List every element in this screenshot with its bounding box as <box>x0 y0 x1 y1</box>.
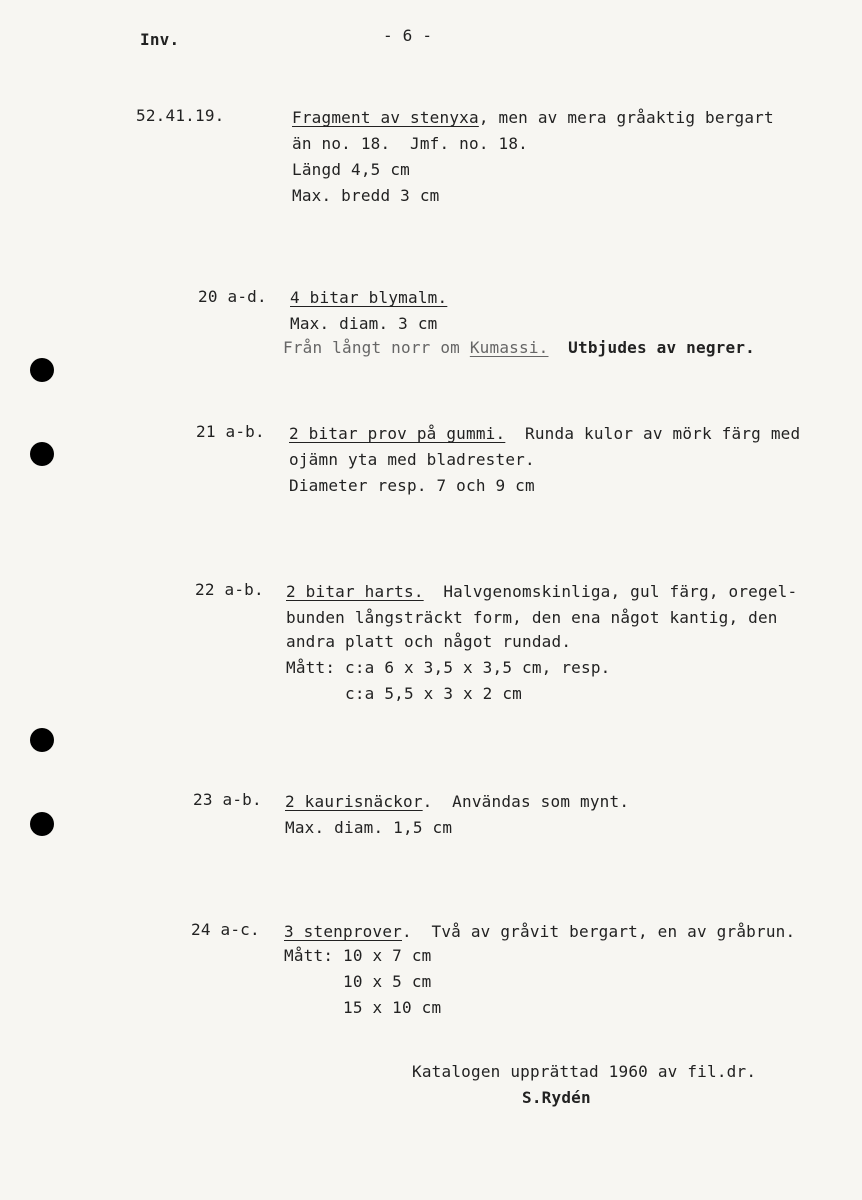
author-name: S.Rydén <box>522 1088 591 1107</box>
entry-number: 22 a-b. <box>195 580 264 599</box>
entry-text: Utbjudes av negrer. <box>548 338 755 357</box>
entry-title: 2 bitar harts. <box>286 582 424 601</box>
entry-text: Runda kulor av mörk färg med <box>505 424 801 443</box>
entry-text: Mått: 10 x 7 cm <box>284 946 432 965</box>
entry-text: , men av mera gråaktig bergart <box>478 108 774 127</box>
entry-text: Halvgenomskinliga, gul färg, oregel- <box>423 582 798 601</box>
punch-hole <box>30 442 54 466</box>
entry-text: 15 x 10 cm <box>284 998 442 1017</box>
entry-text: Max. diam. 3 cm <box>290 314 438 333</box>
entry-text: Längd 4,5 cm <box>292 160 410 179</box>
entry-title: 2 kaurisnäckor <box>285 792 423 811</box>
entry-text: Mått: c:a 6 x 3,5 x 3,5 cm, resp. <box>286 658 611 677</box>
page-number: - 6 - <box>383 26 433 45</box>
entry-number: 20 a-d. <box>198 287 267 306</box>
entry-text: andra platt och något rundad. <box>286 632 572 651</box>
entry-number: 52.41.19. <box>136 106 225 125</box>
punch-hole <box>30 358 54 382</box>
punch-hole <box>30 728 54 752</box>
entry-text: bunden långsträckt form, den ena något kantig, den <box>286 608 778 627</box>
entry-line <box>290 288 447 308</box>
entry-line <box>284 922 795 942</box>
entry-text: 10 x 5 cm <box>284 972 432 991</box>
entry-number: 23 a-b. <box>193 790 262 809</box>
entry-line <box>285 792 629 812</box>
entry-line <box>289 424 800 444</box>
entry-title: 2 bitar prov på gummi. <box>289 424 506 443</box>
entry-title: Fragment av stenyxa <box>292 108 479 127</box>
entry-text: ojämn yta med bladrester. <box>289 450 535 469</box>
entry-line <box>292 108 774 128</box>
punch-hole <box>30 812 54 836</box>
inventory-label: Inv. <box>140 30 180 49</box>
entry-text: c:a 5,5 x 3 x 2 cm <box>286 684 522 703</box>
entry-title: 3 stenprover <box>284 922 402 941</box>
entry-line <box>283 338 755 358</box>
entry-text: . Användas som mynt. <box>422 792 630 811</box>
entry-line <box>286 582 797 602</box>
entry-text: Max. diam. 1,5 cm <box>285 818 453 837</box>
entry-title: 4 bitar blymalm. <box>290 288 448 307</box>
entry-number: 21 a-b. <box>196 422 265 441</box>
entry-number: 24 a-c. <box>191 920 260 939</box>
entry-text: än no. 18. Jmf. no. 18. <box>292 134 528 153</box>
entry-text: Max. bredd 3 cm <box>292 186 440 205</box>
catalogue-note: Katalogen upprättad 1960 av fil.dr. <box>412 1062 757 1081</box>
entry-text: Diameter resp. 7 och 9 cm <box>289 476 535 495</box>
entry-text: Från långt norr om <box>283 338 470 357</box>
entry-text: . Två av gråvit bergart, en av gråbrun. <box>402 922 796 941</box>
place-name: Kumassi. <box>469 338 549 357</box>
